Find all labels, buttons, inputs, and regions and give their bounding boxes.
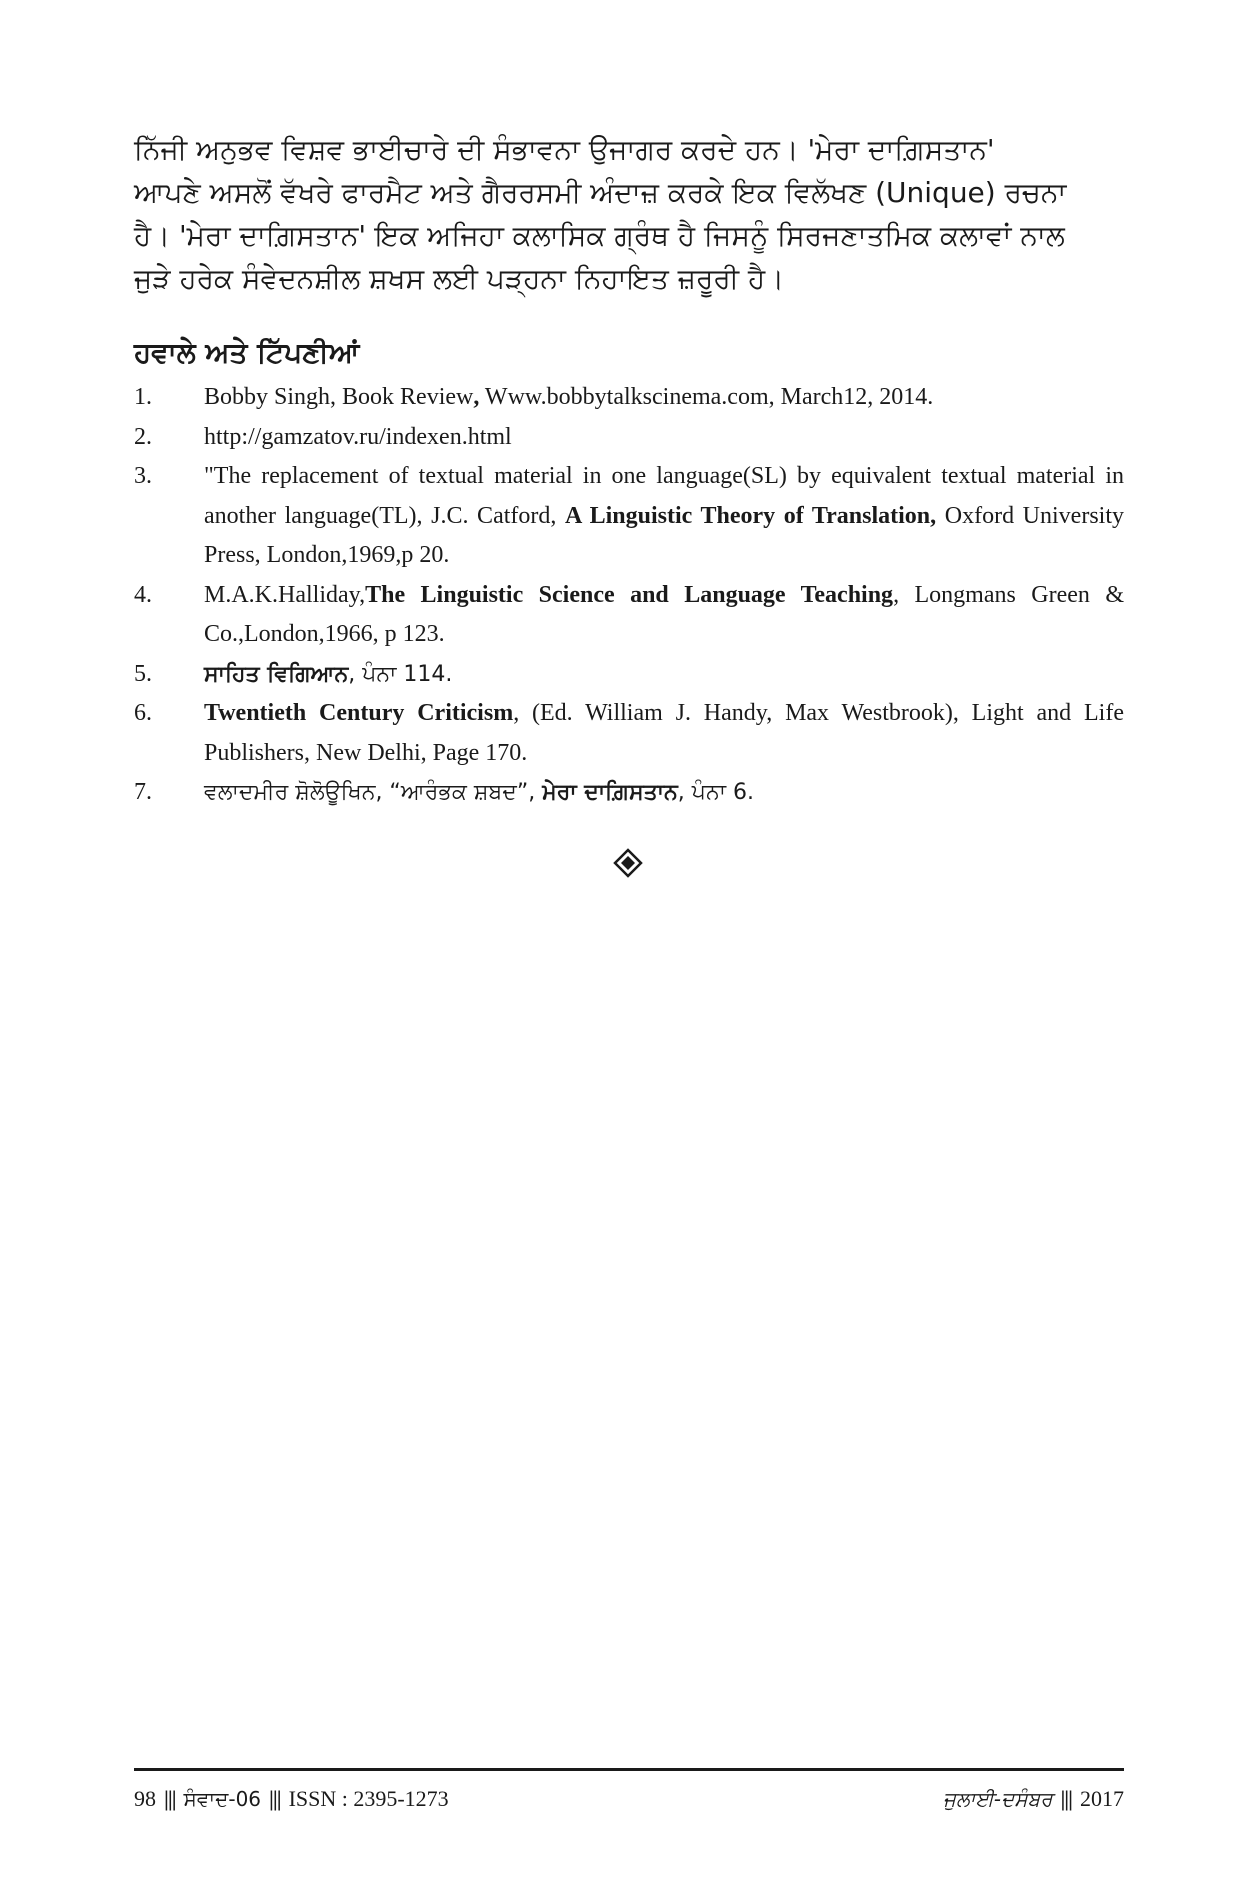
issue-year: 2017 xyxy=(1080,1786,1124,1811)
reference-text xyxy=(204,378,1124,418)
diamond-ornament-icon xyxy=(613,848,643,878)
footer-separator: ||| xyxy=(1060,1786,1072,1811)
footer-separator: ||| xyxy=(164,1786,176,1811)
issn: ISSN : 2395-1273 xyxy=(288,1786,449,1811)
reference-author: Bobby Singh, Book Review xyxy=(204,384,474,410)
reference-publisher: , (Ed. William J. Handy, Max Westbrook), Light and Life Publishers, New Delhi, Page 170. xyxy=(204,700,1124,766)
reference-text xyxy=(204,457,1124,576)
reference-book-title: ਸਾਹਿਤ ਵਿਗਿਆਨ xyxy=(204,661,349,687)
reference-number: 3. xyxy=(134,463,152,489)
body-paragraph xyxy=(134,128,1124,300)
reference-source: Www.bobbytalkscinema.com, March12, 2014. xyxy=(479,384,934,410)
reference-item xyxy=(134,378,1124,418)
references-list xyxy=(134,378,1124,813)
reference-author: M.A.K.Halliday, xyxy=(204,581,366,608)
reference-number: 2. xyxy=(134,423,152,450)
reference-number: 7. xyxy=(134,779,152,805)
reference-page: , ਪੰਨਾ 6. xyxy=(677,780,754,805)
footer-rule xyxy=(134,1768,1124,1771)
reference-text xyxy=(204,694,1124,773)
reference-book-title: ਮੇਰਾ ਦਾਗ਼ਿਸਤਾਨ xyxy=(542,780,678,805)
journal-name: ਸੰਵਾਦ-06 xyxy=(183,1787,262,1811)
reference-item xyxy=(134,655,1124,695)
paragraph-line: ਆਪਣੇ ਅਸਲੋਂ ਵੱਖਰੇ ਫਾਰਮੈਟ ਅਤੇ ਗੈਰਰਸਮੀ ਅੰਦਾਜ਼ ਕਰਕੇ ਇਕ ਵਿਲੱਖਣ (Unique) ਰਚਨਾ xyxy=(134,176,1067,209)
reference-book-title: Twentieth Century Criticism xyxy=(204,700,514,726)
paragraph-line: ਨਿੱਜੀ ਅਨੁਭਵ ਵਿਸ਼ਵ ਭਾਈਚਾਰੇ ਦੀ ਸੰਭਾਵਨਾ ਉਜਾਗਰ ਕਰਦੇ ਹਨ। 'ਮੇਰਾ ਦਾਗ਼ਿਸਤਾਨ' xyxy=(134,133,995,166)
reference-item xyxy=(134,694,1124,773)
reference-url: http://gamzatov.ru/indexen.html xyxy=(204,423,512,450)
issue-period: ਜੁਲਾਈ-ਦਸੰਬਰ xyxy=(942,1787,1053,1811)
paragraph-line: ਹੈ। 'ਮੇਰਾ ਦਾਗ਼ਿਸਤਾਨ' ਇਕ ਅਜਿਹਾ ਕਲਾਸਿਕ ਗ੍ਰੰਥ ਹੈ ਜਿਸਨੂੰ ਸਿਰਜਣਾਤਮਿਕ ਕਲਾਵਾਂ ਨਾਲ xyxy=(134,219,1065,252)
reference-number: 4. xyxy=(134,581,152,608)
reference-item xyxy=(134,418,1124,458)
reference-number: 5. xyxy=(134,660,152,687)
reference-item xyxy=(134,576,1124,655)
footer-right xyxy=(943,1782,1124,1816)
footer-separator: ||| xyxy=(269,1786,281,1811)
reference-quote: "The replacement of textual material in one language(SL) by equivalent textual material in another language(TL), J.C. Catford, xyxy=(204,463,1124,529)
reference-page: , ਪੰਨਾ 114. xyxy=(348,661,453,687)
reference-item xyxy=(134,457,1124,576)
page-footer xyxy=(134,1782,1124,1816)
page-number: 98 xyxy=(134,1786,156,1811)
reference-item xyxy=(134,773,1124,813)
reference-publisher: , Longmans Green & Co.,London,1966, p 123. xyxy=(204,581,1124,647)
reference-author: ਵਲਾਦਮੀਰ ਸ਼ੋਲੋਊਖਿਨ, “ਆਰੰਭਕ ਸ਼ਬਦ”, xyxy=(204,780,543,805)
reference-book-title: A Linguistic Theory of Translation, xyxy=(564,502,937,529)
reference-number: 1. xyxy=(134,384,152,410)
footer-left xyxy=(134,1782,449,1816)
reference-text xyxy=(204,576,1124,655)
reference-number: 6. xyxy=(134,700,152,726)
references-heading: ਹਵਾਲੇ ਅਤੇ ਟਿੱਪਣੀਆਂ xyxy=(134,336,360,369)
paragraph-line: ਜੁੜੇ ਹਰੇਕ ਸੰਵੇਦਨਸ਼ੀਲ ਸ਼ਖਸ ਲਈ ਪੜ੍ਹਨਾ ਨਿਹਾਇਤ ਜ਼ਰੂਰੀ ਹੈ। xyxy=(134,262,785,295)
reference-text xyxy=(204,655,1124,695)
reference-text xyxy=(204,773,1124,813)
reference-comma: , xyxy=(473,384,480,410)
reference-book-title: The Linguistic Science and Language Teaching xyxy=(365,581,894,608)
reference-publisher: Oxford University Press, London,1969,p 20. xyxy=(204,502,1124,568)
